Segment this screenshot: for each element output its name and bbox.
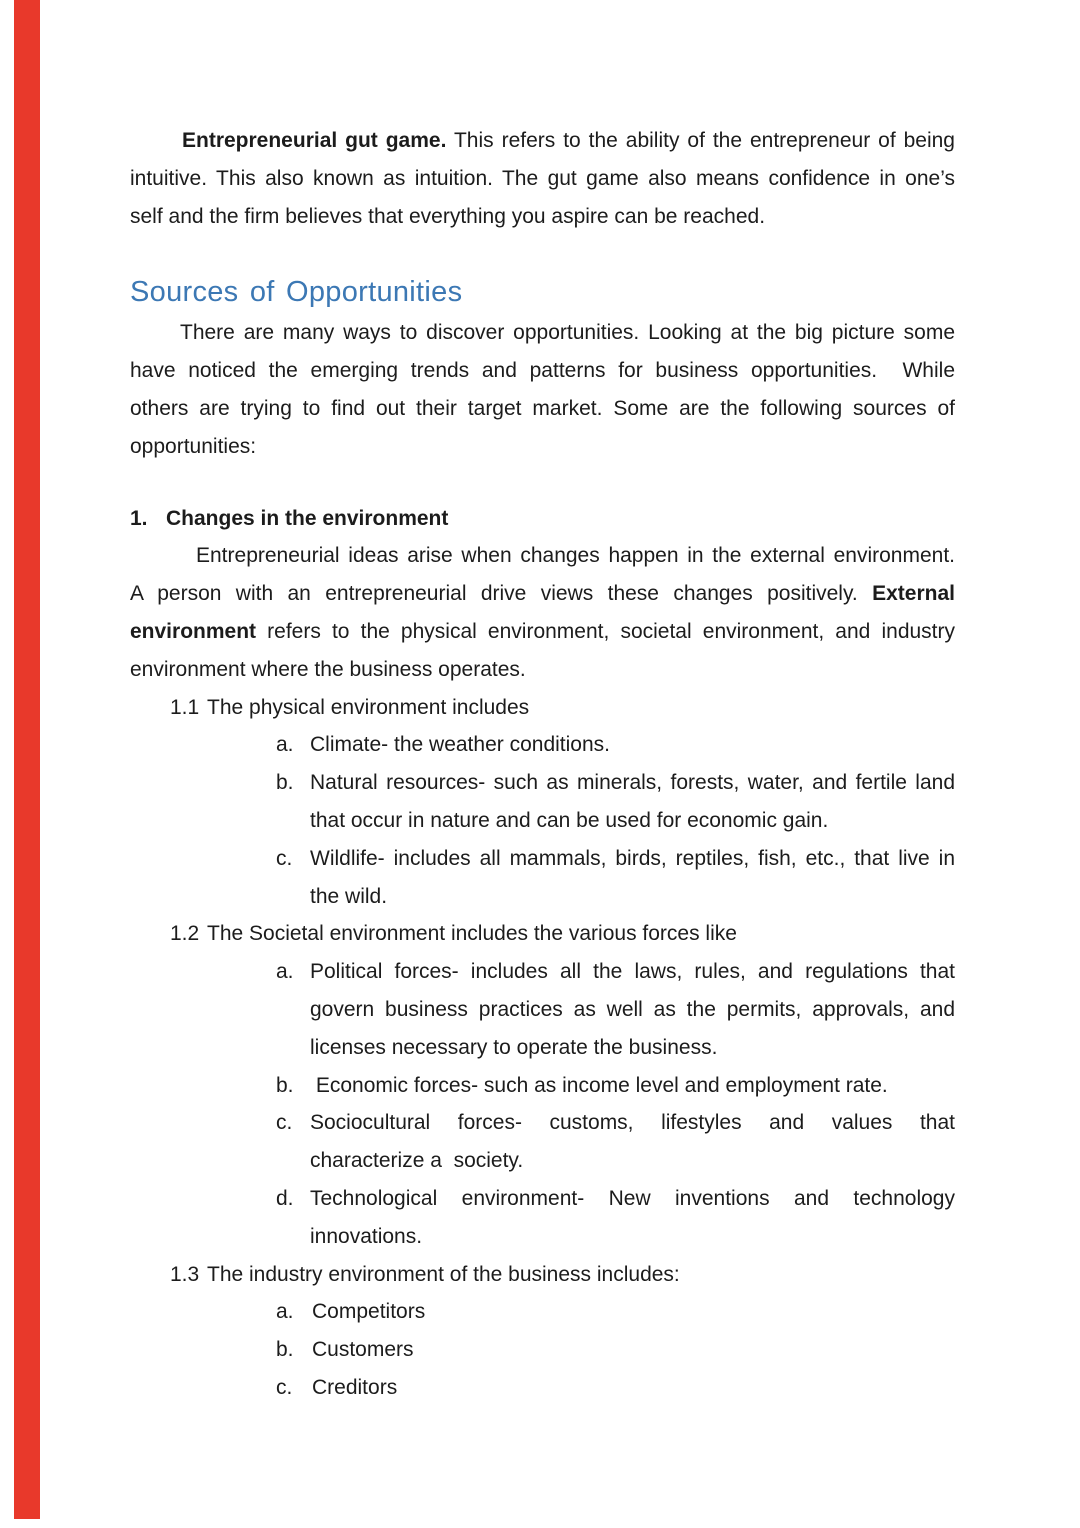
- body-text: The Societal environment includes the various forces like: [207, 922, 737, 946]
- body-text: the wild.: [310, 884, 388, 908]
- list-marker: b.: [276, 1338, 294, 1362]
- text-line: [130, 1293, 955, 1331]
- bold-text: External: [872, 582, 955, 606]
- letter-item: [130, 1104, 955, 1180]
- body-text: Customers: [312, 1338, 414, 1362]
- list-marker: 1.: [130, 506, 148, 530]
- list-marker: 1.2: [170, 922, 200, 946]
- text-line: [130, 613, 955, 651]
- body-text: self and the firm believes that everything you aspire can be reached.: [130, 204, 766, 228]
- body-text: Sociocultural forces- customs, lifestyles and values that: [310, 1111, 955, 1135]
- body-text: This refers to the ability of the entrepreneur of being: [446, 129, 955, 152]
- letter-item: [130, 1369, 955, 1407]
- list-marker: a.: [276, 1300, 294, 1324]
- bold-text: Changes in the environment: [166, 506, 449, 530]
- text-line: [130, 160, 955, 198]
- list-marker: a.: [276, 960, 294, 984]
- letter-item: [130, 953, 955, 1066]
- body-text: Economic forces- such as income level and employment rate.: [310, 1073, 888, 1097]
- paragraph: [130, 122, 955, 235]
- text-line: [130, 840, 955, 878]
- body-text: The industry environment of the business includes:: [207, 1262, 680, 1286]
- red-sidebar: [14, 0, 40, 1519]
- text-line: [130, 764, 955, 802]
- body-text: have noticed the emerging trends and patterns for business opportunities. While: [130, 359, 955, 383]
- text-line: [130, 1104, 955, 1142]
- text-line: [130, 352, 955, 390]
- numbered-heading: [130, 500, 955, 538]
- section-heading: Sources of Opportunities: [130, 276, 463, 309]
- text-line: [130, 1331, 955, 1369]
- text-line: [130, 314, 955, 352]
- body-text: characterize a society.: [310, 1149, 524, 1173]
- body-text: licenses necessary to operate the business.: [310, 1035, 718, 1059]
- text-line: [130, 726, 955, 764]
- bold-text: environment: [130, 619, 257, 643]
- text-line: [130, 537, 955, 575]
- text-line: [130, 1256, 955, 1294]
- letter-item: [130, 764, 955, 840]
- list-marker: a.: [276, 733, 294, 757]
- text-line: [130, 500, 955, 538]
- text-line: [130, 651, 955, 689]
- body-text: govern business practices as well as the permits, approvals, and: [310, 997, 955, 1021]
- sub-item: [130, 689, 955, 727]
- letter-item: [130, 726, 955, 764]
- text-line: [130, 991, 955, 1029]
- text-line: [130, 575, 955, 613]
- text-line: [130, 1029, 955, 1067]
- body-text: Political forces- includes all the laws, rules, and regulations that: [310, 960, 955, 984]
- list-marker: b.: [276, 1073, 294, 1097]
- list-marker: d.: [276, 1186, 294, 1210]
- text-line: [130, 390, 955, 428]
- body-text: opportunities:: [130, 434, 257, 458]
- text-line: [130, 1142, 955, 1180]
- list-marker: 1.3: [170, 1262, 200, 1286]
- body-text: Competitors: [312, 1300, 426, 1324]
- text-line: [130, 802, 955, 840]
- paragraph: [130, 314, 955, 465]
- body-text: others are trying to find out their target market. Some are the following sources of: [130, 396, 955, 420]
- text-line: [130, 915, 955, 953]
- body-text: Entrepreneurial ideas arise when changes happen in the external environment.: [196, 544, 955, 568]
- body-text: environment where the business operates.: [130, 657, 526, 681]
- text-line: [130, 878, 955, 916]
- letter-item: [130, 1180, 955, 1256]
- list-marker: c.: [276, 846, 293, 870]
- sub-item: [130, 1256, 955, 1294]
- body-text: Climate- the weather conditions.: [310, 733, 610, 757]
- list-marker: c.: [276, 1111, 293, 1135]
- body-text: Natural resources- such as minerals, forests, water, and fertile land: [310, 771, 955, 795]
- letter-item: [130, 1067, 955, 1105]
- text-line: [130, 953, 955, 991]
- bold-text: Entrepreneurial gut game.: [182, 129, 447, 152]
- body-text: There are many ways to discover opportunities. Looking at the big picture some: [180, 321, 955, 345]
- document-body: [130, 122, 955, 1407]
- body-text: The physical environment includes: [207, 695, 530, 719]
- text-line: [130, 198, 955, 236]
- list-marker: c.: [276, 1375, 293, 1399]
- letter-item: [130, 1293, 955, 1331]
- body-text: Technological environment- New inventions and technology: [310, 1186, 955, 1210]
- letter-item: [130, 840, 955, 916]
- text-line: [130, 1067, 955, 1105]
- list-marker: b.: [276, 771, 294, 795]
- body-text: intuitive. This also known as intuition. The gut game also means confidence in one’s: [130, 166, 955, 190]
- body-text: A person with an entrepreneurial drive views these changes positively.: [130, 582, 873, 606]
- text-line: [130, 1369, 955, 1407]
- letter-item: [130, 1331, 955, 1369]
- body-text: Creditors: [312, 1375, 398, 1399]
- text-line: [130, 428, 955, 466]
- body-text: refers to the physical environment, societal environment, and industry: [256, 619, 955, 643]
- paragraph: [130, 537, 955, 688]
- sub-item: [130, 915, 955, 953]
- text-line: [130, 1180, 955, 1218]
- text-line: [130, 1218, 955, 1256]
- body-text: innovations.: [310, 1224, 423, 1248]
- text-line: [130, 122, 955, 160]
- body-text: that occur in nature and can be used for economic gain.: [310, 808, 829, 832]
- body-text: Wildlife- includes all mammals, birds, reptiles, fish, etc., that live in: [310, 846, 955, 870]
- text-line: [130, 689, 955, 727]
- list-marker: 1.1: [170, 695, 200, 719]
